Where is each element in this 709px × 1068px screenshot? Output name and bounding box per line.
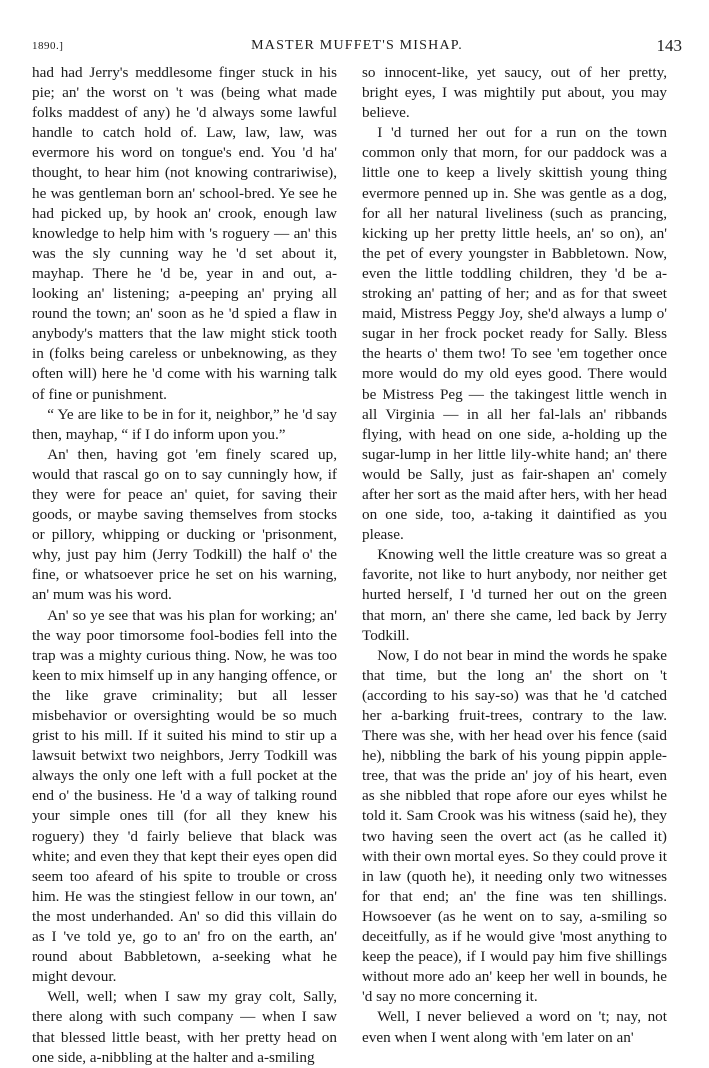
paragraph: I 'd turned her out for a run on the town common only that morn, for our paddock was a little one to keep a lively skittish young thing evermore penned up in. She was gentle as a dog, for all her natural liveliness (such as prancing, kicking up her pretty little heels, an' so on), an' the pet of every youngster in Babbletown. Now, even the little toddling children, they 'd be a-stroking an' patting of her; and as for that sweet maid, Mistress Peggy Joy, she'd always a lump o' sugar in her frock pocket ready for Sally. Bless the hearts o' them two! To see 'em together once more would do my old eyes good. There would be Mistress Peg — the takingest little wench in all Virginia — in all her fal-lals an' ribbands flying, with head on one side, a-holding up the sugar-lump in her little lily-white hand; an' there would be Sally, just as fair-shapen an' comely after her sort as the maid after hers, with her head on one side, too, a-taking it daintified as you please. — [362, 124, 667, 544]
paragraph: Now, I do not bear in mind the words he spake that time, but the long an' the short on 't (according to his say-so) was that he 'd catched her a-barking fruit-trees, contrary to the law. There was she, with her head over his fence (said he), nibbling the bark of his young pippin apple-tree, that was the pride an' joy of his heart, even as she nibbled that rope afore our eyes whilst he told it. Sam Crook was his witness (said he), they two having seen the overt act (as he called it) with their own mortal eyes. So they could prove it in law (quoth he), it needing only two witnesses for that end; an' the fine was ten shillings. Howsoever (as he went on to say, a-smiling so deceitfully, as if he would give 'most anything to keep the peace), if I would pay him five shillings without more ado an' keep her well in bounds, he 'd say no more concerning it. — [362, 646, 667, 1006]
left-column — [32, 63, 337, 1068]
paragraph: “ Ye are like to be in for it, neighbor,” he 'd say then, mayhap, “ if I do inform upon you.” — [32, 405, 337, 443]
paragraph: had had Jerry's meddlesome finger stuck in his pie; an' the worst on 't was (being what made folks maddest of any) he 'd always some lawful handle to catch hold of. Law, law, law, was evermore his word on tongue's end. You 'd ha' thought, to hear him (not knowing contrariwise), he was gentleman born an' school-bred. Ye see he had picked up, by hook an' crook, enough law knowledge to help him with 's roguery — an' this was the sly cunning way he 'd set about it, mayhap. There he 'd be, year in and out, a-looking an' listening; a-peeping an' prying all round the town; an' soon as he 'd spied a flaw in anybody's matters that the law might stick tooth in (folks being careless or unbeknowing, as they often will) here he 'd come with his warning talk of fine or punishment. — [32, 64, 337, 403]
right-column — [362, 63, 667, 1048]
page-number: 143 — [656, 36, 682, 55]
paragraph: An' so ye see that was his plan for working; an' the way poor timorsome fool-bodies fell into the trap was a mighty curious thing. Now, he was too keen to mix himself up in any hanging offence, or the like grave criminality; but all lesser misbehavior or oversighting would be so much grist to his mill. If it suited his mind to stir up a lawsuit betwixt two neighbors, Jerry Todkill was always the only one left with a full pocket at the end o' the business. He 'd a way of talking round your simple ones till (for all they knew his roguery) they 'd fairly believe that black was white; and even they that kept their eyes open did seem too afeard of his spite to trouble or cross him. He was the stingiest fellow in our town, an' the most underhanded. An' so did this villain do as I 've told ye, go to an' fro on the earth, an' round about Babbletown, a-seeking what he might devour. — [32, 606, 337, 986]
paragraph: so innocent-like, yet saucy, out of her pretty, bright eyes, I was mightily put about, you may believe. — [362, 64, 667, 122]
header-year: 1890.] — [32, 40, 64, 52]
header-title: MASTER MUFFET'S MISHAP. — [251, 38, 463, 53]
paragraph: Knowing well the little creature was so great a favorite, not like to hurt anybody, nor neither get hurted herself, I 'd turned her out on the green that morn, an' there she came, led back by Jerry Todkill. — [362, 546, 667, 644]
paragraph: Well, well; when I saw my gray colt, Sally, there along with such company — when I saw that blessed little beast, with her pretty head on one side, a-nibbling at the halter and a-smiling — [32, 988, 337, 1066]
running-header — [32, 36, 682, 56]
paragraph: An' then, having got 'em finely scared up, would that rascal go on to say cunningly how, if they were for peace an' quiet, for saving their goods, or maybe saving themselves from stocks or pillory, whipping or ducking or 'prisonment, why, just pay him (Jerry Todkill) the half o' the fine, or whatsoever price he set on his warning, an' mum was his word. — [32, 445, 337, 604]
paragraph: Well, I never believed a word on 't; nay, not even when I went along with 'em later on an' — [362, 1008, 667, 1046]
